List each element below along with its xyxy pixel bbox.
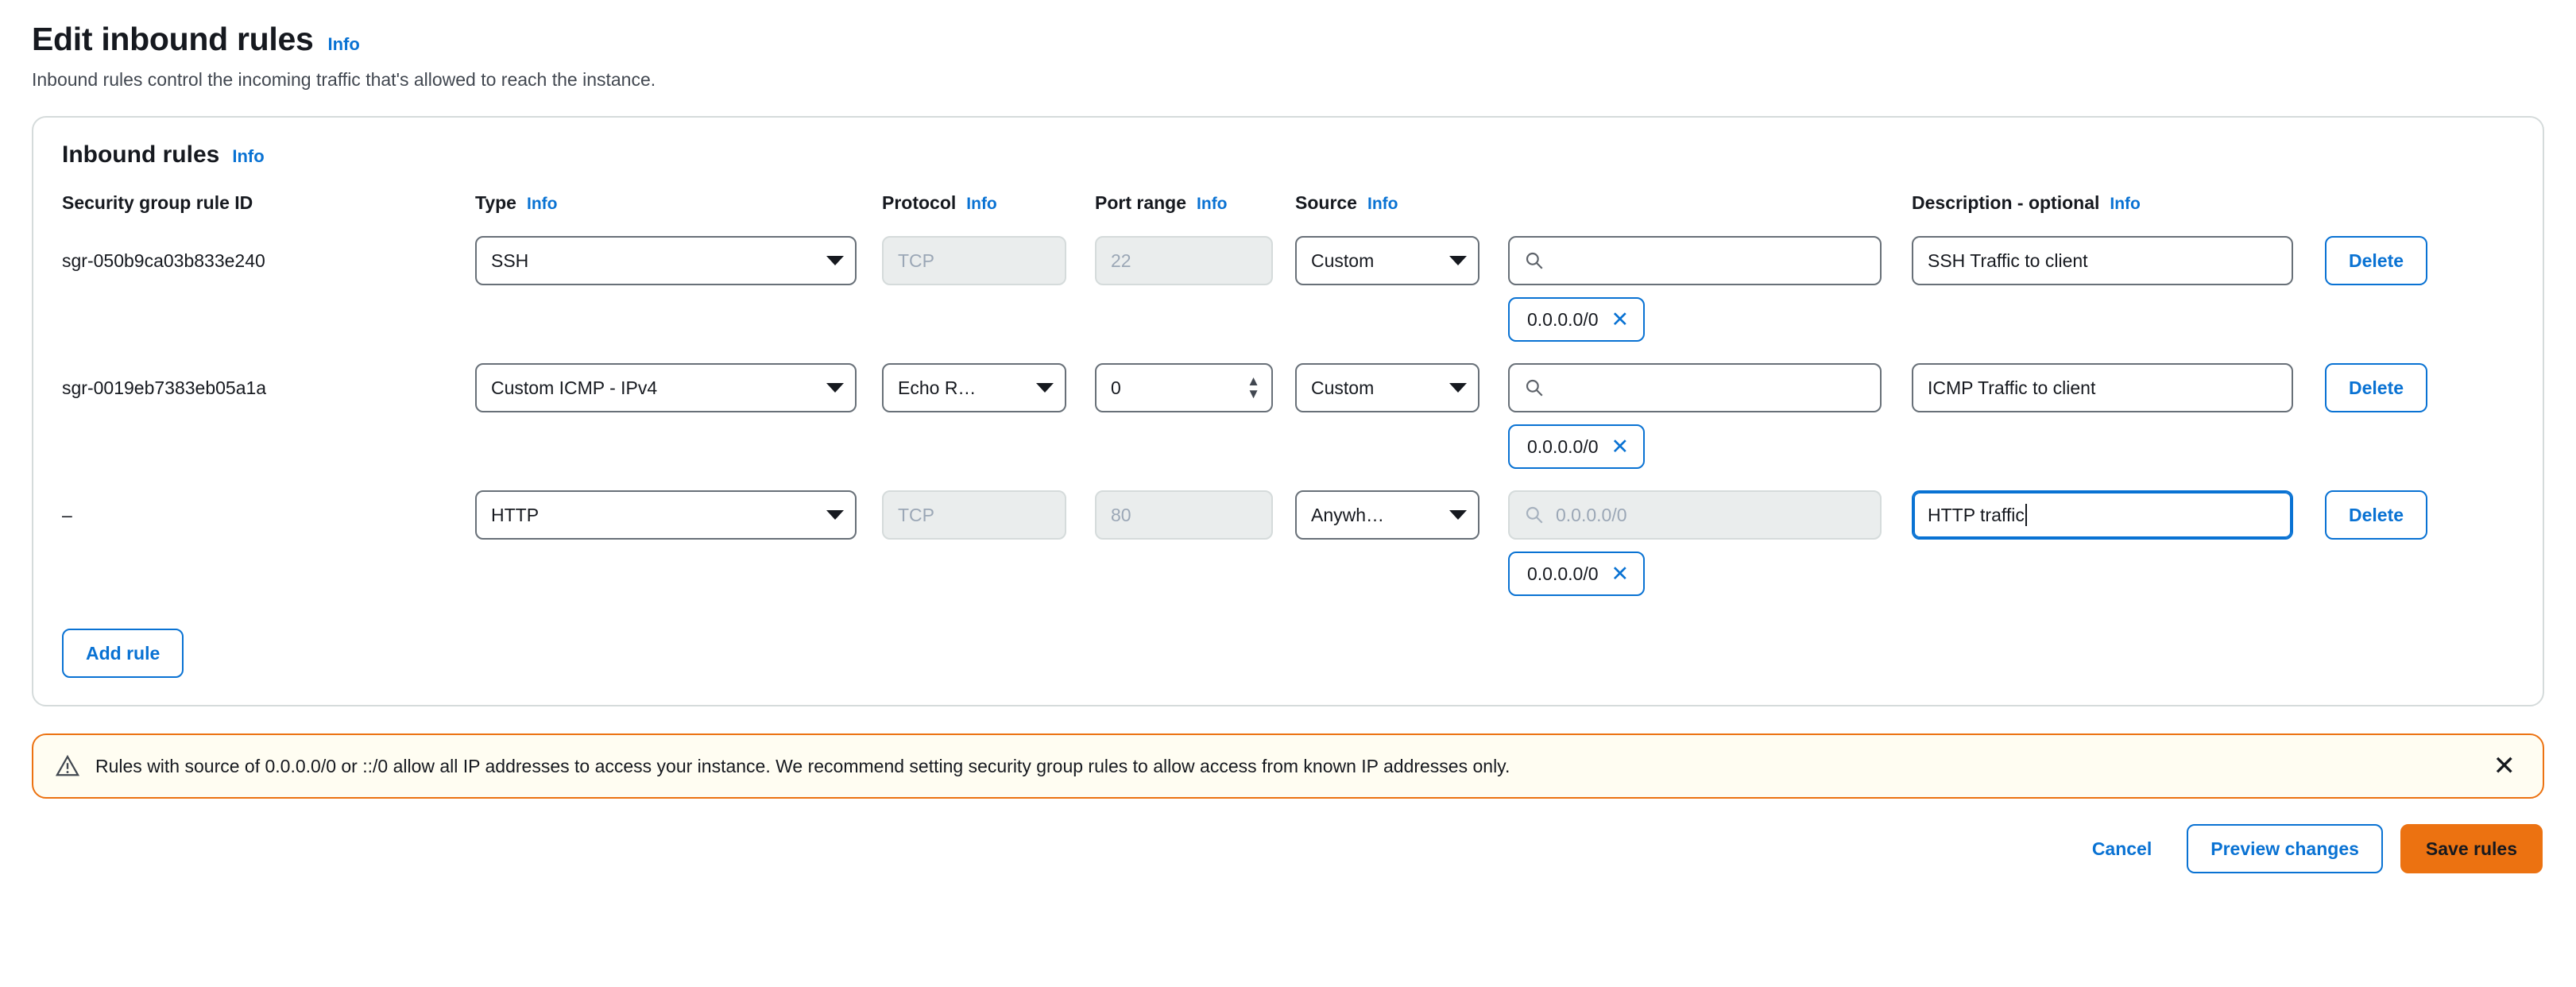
- type-info-link[interactable]: Info: [526, 195, 558, 213]
- remove-token-icon[interactable]: ✕: [1611, 307, 1630, 331]
- column-header-port-range: [1095, 192, 1295, 219]
- grid-header-row: [62, 192, 2514, 219]
- protocol-select-row-2[interactable]: [882, 363, 1066, 412]
- actions-cell: [2325, 236, 2500, 285]
- cancel-button[interactable]: Cancel: [2075, 824, 2169, 873]
- rules-grid: [62, 192, 2514, 600]
- description-value-row-3: HTTP traffic: [1928, 504, 2025, 525]
- source-cell: [1295, 490, 1508, 540]
- description-input-row-3[interactable]: [1912, 490, 2293, 540]
- protocol-cell: [882, 236, 1095, 285]
- source-search-input-row-2[interactable]: [1508, 363, 1882, 412]
- chevron-down-icon: [1449, 383, 1467, 393]
- add-rule-container: [62, 629, 2514, 678]
- chevron-down-icon: [826, 383, 844, 393]
- port-cell: [1095, 236, 1295, 285]
- source-select-row-1[interactable]: [1295, 236, 1479, 285]
- source-cell: [1295, 236, 1508, 285]
- protocol-select-value-row-2: Echo R…: [898, 377, 977, 398]
- port-range-info-link[interactable]: Info: [1197, 195, 1228, 213]
- column-header-type: [475, 192, 882, 219]
- warning-triangle-icon: [56, 754, 79, 778]
- description-value-row-1: SSH Traffic to client: [1928, 250, 2088, 271]
- source-token-row-1[interactable]: [1508, 297, 1645, 342]
- table-row: [62, 473, 2514, 600]
- protocol-input-row-1: [882, 236, 1066, 285]
- protocol-input-row-3: [882, 490, 1066, 540]
- column-header-source: [1295, 192, 1508, 219]
- protocol-info-link[interactable]: Info: [966, 195, 997, 213]
- type-select-row-3[interactable]: [475, 490, 857, 540]
- rule-id-text: –: [62, 505, 72, 525]
- type-cell: [475, 236, 882, 285]
- source-value-cell: [1508, 236, 1912, 342]
- column-header-protocol-label: Protocol: [882, 192, 957, 213]
- source-search-placeholder-row-3: 0.0.0.0/0: [1556, 504, 1627, 525]
- add-rule-button[interactable]: Add rule: [62, 629, 184, 678]
- port-value-row-1: 22: [1111, 250, 1131, 271]
- source-token-label-row-1: 0.0.0.0/0: [1527, 308, 1599, 330]
- delete-button-row-3[interactable]: Delete: [2325, 490, 2427, 540]
- close-icon[interactable]: ✕: [2493, 751, 2516, 781]
- page-header: [32, 21, 2544, 58]
- inbound-rules-panel: [32, 116, 2544, 706]
- port-cell: [1095, 363, 1295, 412]
- source-value-cell: [1508, 490, 1912, 596]
- spinner-icon[interactable]: [1247, 376, 1260, 399]
- page-title: Edit inbound rules: [32, 21, 314, 57]
- port-input-row-1: [1095, 236, 1273, 285]
- table-row: [62, 346, 2514, 473]
- column-header-description: [1912, 192, 2325, 219]
- source-token-row-3[interactable]: [1508, 552, 1645, 596]
- description-cell: [1912, 363, 2325, 412]
- protocol-cell: [882, 490, 1095, 540]
- form-actions: [32, 824, 2544, 873]
- type-select-value-row-2: Custom ICMP - IPv4: [491, 377, 658, 398]
- source-select-value-row-2: Custom: [1311, 377, 1375, 398]
- port-value-row-3: 80: [1111, 504, 1131, 525]
- description-input-row-2[interactable]: [1912, 363, 2293, 412]
- delete-button-row-1[interactable]: Delete: [2325, 236, 2427, 285]
- port-input-row-3: [1095, 490, 1273, 540]
- protocol-cell: [882, 363, 1095, 412]
- panel-title: Inbound rules: [62, 141, 220, 168]
- column-header-source-label: Source: [1295, 192, 1357, 213]
- port-input-row-2[interactable]: [1095, 363, 1273, 412]
- source-search-input-row-1[interactable]: [1508, 236, 1882, 285]
- description-info-link[interactable]: Info: [2110, 195, 2141, 213]
- search-icon: [1524, 250, 1545, 271]
- source-select-value-row-3: Anywh…: [1311, 504, 1385, 525]
- column-header-protocol: [882, 192, 1095, 219]
- column-header-rule-id: [62, 192, 475, 219]
- column-header-source-value: [1508, 192, 1912, 197]
- spinner-up-icon[interactable]: ▲: [1247, 374, 1260, 389]
- type-cell: [475, 363, 882, 412]
- source-search-input-row-3: [1508, 490, 1882, 540]
- column-header-port-range-label: Port range: [1095, 192, 1187, 213]
- search-icon: [1524, 505, 1545, 525]
- actions-cell: [2325, 363, 2500, 412]
- panel-header: [62, 141, 2514, 168]
- port-cell: [1095, 490, 1295, 540]
- description-cell: [1912, 490, 2325, 540]
- source-value-cell: [1508, 363, 1912, 469]
- description-input-row-1[interactable]: [1912, 236, 2293, 285]
- text-cursor: [2025, 504, 2027, 526]
- chevron-down-icon: [1449, 510, 1467, 520]
- source-select-row-2[interactable]: [1295, 363, 1479, 412]
- source-info-link[interactable]: Info: [1367, 195, 1398, 213]
- column-header-rule-id-label: Security group rule ID: [62, 192, 253, 213]
- chevron-down-icon: [1449, 256, 1467, 265]
- column-header-actions: [2325, 192, 2500, 197]
- warning-alert: [32, 733, 2544, 799]
- spinner-down-icon[interactable]: ▼: [1247, 386, 1260, 401]
- chevron-down-icon: [826, 510, 844, 520]
- warning-alert-text: Rules with source of 0.0.0.0/0 or ::/0 allow all IP addresses to access your instance. We recommend setting security group rules to allow access from known IP addresses only.: [95, 755, 1510, 776]
- protocol-value-row-1: TCP: [898, 250, 934, 271]
- description-value-row-2: ICMP Traffic to client: [1928, 377, 2096, 398]
- description-cell: [1912, 236, 2325, 285]
- panel-title-info-link[interactable]: Info: [232, 146, 265, 166]
- chevron-down-icon: [826, 256, 844, 265]
- column-header-description-label: Description - optional: [1912, 192, 2100, 213]
- type-select-value-row-3: HTTP: [491, 504, 540, 525]
- port-value-row-2: 0: [1111, 377, 1121, 398]
- source-cell: [1295, 363, 1508, 412]
- rule-id-cell: [62, 363, 475, 399]
- remove-token-icon[interactable]: ✕: [1611, 434, 1630, 459]
- actions-cell: [2325, 490, 2500, 540]
- source-select-value-row-1: Custom: [1311, 250, 1375, 271]
- column-header-type-label: Type: [475, 192, 516, 213]
- search-icon: [1524, 377, 1545, 398]
- source-select-row-3[interactable]: [1295, 490, 1479, 540]
- page-description: Inbound rules control the incoming traffic that's allowed to reach the instance.: [32, 69, 656, 90]
- table-row: [62, 219, 2514, 346]
- delete-button-row-2[interactable]: Delete: [2325, 363, 2427, 412]
- preview-changes-button[interactable]: Preview changes: [2187, 824, 2383, 873]
- protocol-value-row-3: TCP: [898, 504, 934, 525]
- source-token-label-row-2: 0.0.0.0/0: [1527, 435, 1599, 457]
- type-select-row-1[interactable]: [475, 236, 857, 285]
- rule-id-text: sgr-0019eb7383eb05a1a: [62, 377, 267, 398]
- source-token-label-row-3: 0.0.0.0/0: [1527, 563, 1599, 584]
- rule-id-cell: [62, 490, 475, 526]
- rule-id-text: sgr-050b9ca03b833e240: [62, 250, 265, 271]
- type-select-row-2[interactable]: [475, 363, 857, 412]
- chevron-down-icon: [1036, 383, 1054, 393]
- rule-id-cell: [62, 236, 475, 272]
- type-select-value-row-1: SSH: [491, 250, 529, 271]
- remove-token-icon[interactable]: ✕: [1611, 561, 1630, 586]
- page-title-info-link[interactable]: Info: [327, 34, 360, 54]
- source-token-row-2[interactable]: [1508, 424, 1645, 469]
- save-rules-button[interactable]: Save rules: [2400, 824, 2543, 873]
- type-cell: [475, 490, 882, 540]
